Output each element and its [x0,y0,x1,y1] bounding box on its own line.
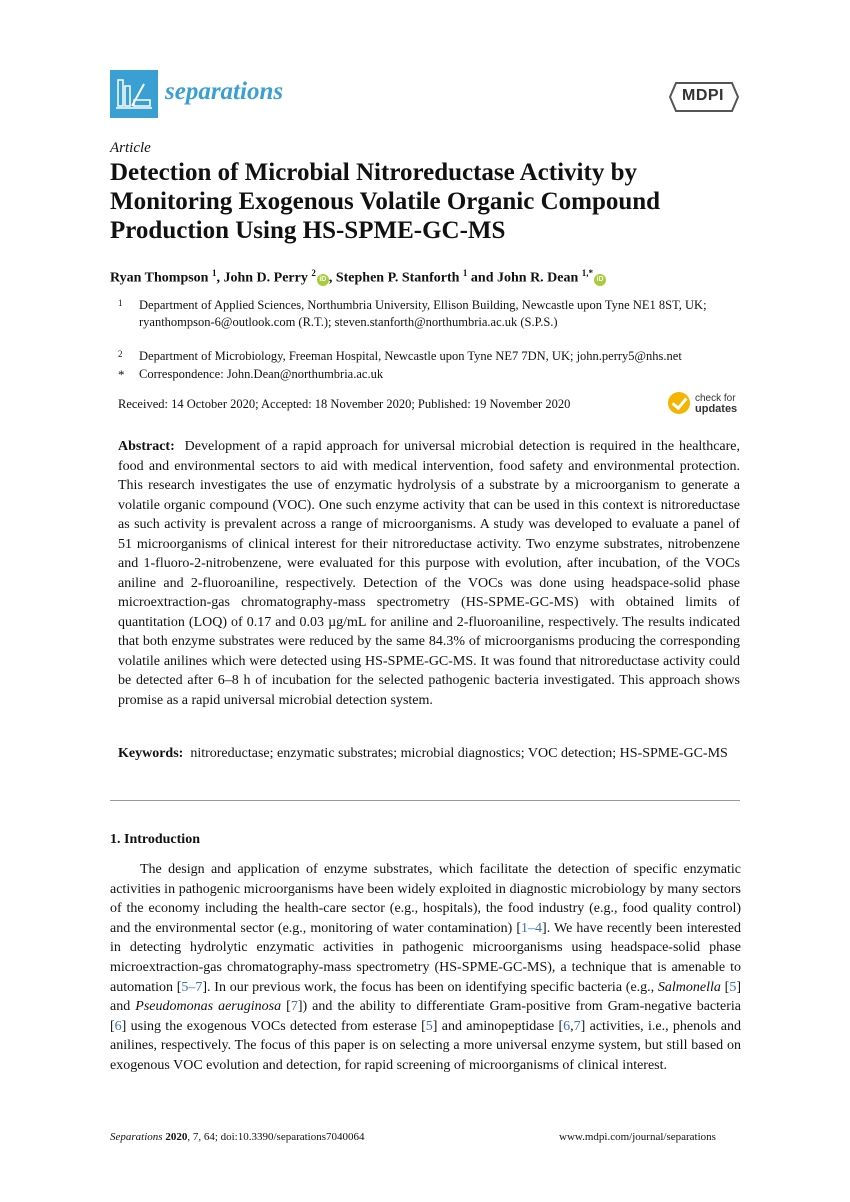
footer-year: 2020 [165,1131,188,1143]
publication-dates: Received: 14 October 2020; Accepted: 18 November 2020; Published: 19 November 2020 [118,397,571,411]
publisher-name: MDPI [682,87,724,104]
section-heading: 1. Introduction [110,832,200,847]
keywords-text: nitroreductase; enzymatic substrates; microbial diagnostics; VOC detection; HS-SPME-GC-MS [190,746,728,761]
keywords-label: Keywords: [118,746,184,761]
check-updates-line2: updates [695,403,738,415]
intro-text: ] and [110,979,741,1015]
intro-text: [ [720,979,730,995]
journal-logo-icon [110,70,158,118]
species-name: Salmonella [657,979,721,995]
citation-link[interactable]: 1–4 [521,920,543,936]
affiliation-text: Department of Microbiology, Freeman Hospital, Newcastle upon Tyne NE7 7DN, UK; john.perry5@nhs.net [139,349,682,363]
keywords [118,744,740,764]
intro-text: ]. We have recently been interested in detecting hydrolytic enzymatic activities in pathogenic microorganisms using headspace-solid phase microextraction-gas chromatography-mass spectrometry (HS-SPME-GC-MS), a technique that is amenable to automation [ [110,920,741,995]
citation-link[interactable]: 5–7 [181,979,203,995]
section-divider [110,800,740,801]
article-type: Article [110,140,151,156]
citation-link[interactable]: 6 [114,1018,122,1034]
citation-link[interactable]: 5 [729,979,737,995]
author-affiliation-marker: 1 [462,268,468,278]
author-affiliation-marker: 1,* [581,268,594,278]
intro-paragraph [110,860,741,1076]
intro-text: The design and application of enzyme substrates, which facilitate the detection of specific enzymatic activities in pathogenic microorganisms have been widely exploited in diagnostic microbiology by many sectors of the economy including the health-care sector (e.g., hospitals), the food industry (e.g., food quality control) and the environmental sector (e.g., monitoring of water contamination) [ [110,862,741,936]
citation-link[interactable]: 7 [290,999,298,1015]
citation-link[interactable]: 6 [563,1018,571,1034]
correspondence-text: Correspondence: John.Dean@northumbria.ac.uk [139,367,384,381]
author-affiliation-marker: 2 [311,268,316,278]
affiliation-text: Department of Applied Sciences, Northumbria University, Ellison Building, Newcastle upon Tyne NE1 8ST, UK; ryanthompson-6@outlook.com (R.T.); steven.stanforth@northumbria.ac.uk (S.P.S.) [139,298,707,329]
author-name[interactable]: John D. Perry [223,270,308,286]
journal-name[interactable]: separations [165,78,284,105]
author-affiliation-marker: 1 [211,268,217,278]
author-list: Ryan Thompson $^1$, John D. Perry $^2$iD , Stephen P. Stanforth $^1$ and John R. Dean $^{1,*}$iD [110,268,750,287]
article-title: Detection of Microbial Nitroreductase Activity by Monitoring Exogenous Volatile Organic Compound Production Using HS-SPME-GC-MS [110,159,661,244]
orcid-icon[interactable]: iD [317,274,329,286]
intro-text: ]) and the ability to differentiate Gram-positive from Gram-negative bacteria [ [110,999,742,1034]
citation-link[interactable]: 5 [425,1018,433,1034]
intro-text: [ [281,999,291,1015]
intro-text: ] and aminopeptidase [ [432,1018,564,1034]
correspondence-marker: * [118,367,125,382]
intro-text: ] using the exogenous VOCs detected from esterase [ [121,1018,426,1034]
footer-journal: Separations [110,1131,163,1143]
footer-citation [110,1131,365,1143]
intro-text: ]. In our previous work, the focus has been on identifying specific bacteria (e.g., [202,979,658,995]
affiliation-marker: 2 [118,349,123,359]
check-updates-line1: check for [695,393,736,404]
intro-text: , [570,1018,574,1034]
abstract-text: Development of a rapid approach for universal microbial detection is required in the healthcare, food and environmental sectors to aid with medical intervention, food safety and environmental protection. This research investigates the use of enzymatic hydrolysis of a substrate by a microorganism to generate a volatile organic compound (VOC). One such enzyme activity that can be used in this context is nitroreductase as such activity is prevalent across a range of microorganisms. A study was developed to evaluate a panel of 51 microorganisms of clinical interest for their nitroreductase activity. Two enzyme substrates, nitrobenzene and 1-fluoro-2-nitrobenzene, were evaluated for this purpose with evolution, after incubation, of the VOCs aniline and 2-fluoroaniline, respectively. Detection of the VOCs was done using headspace-solid phase microextraction-gas chromatography-mass spectrometry (HS-SPME-GC-MS) with obtained limits of quantitation (LOQ) of 0.17 and 0.03 µg/mL for aniline and 2-fluoroaniline, respectively. The results indicated that both enzyme substrates were reduced by the same 84.3% of microorganisms producing the corresponding volatile anilines which were detected using HS-SPME-GC-MS. It was found that nitroreductase activity could be detected after 6–8 h of incubation for the selected pathogenic bacteria investigated. This approach shows promise as a rapid universal microbial detection system. [118,439,740,708]
orcid-icon[interactable]: iD [594,274,606,286]
author-name[interactable]: Ryan Thompson [110,270,209,286]
author-name[interactable]: Stephen P. Stanforth [335,270,460,286]
abstract [118,437,740,710]
footer-doi[interactable]: , 7, 64; doi:10.3390/separations7040064 [187,1131,365,1143]
species-name: Pseudomonas aeruginosa [135,999,282,1015]
author-name[interactable]: John R. Dean [497,270,579,286]
affiliation-marker: 1 [118,298,123,308]
abstract-label: Abstract: [118,439,175,454]
intro-text: ] activities, i.e., phenols and anilines, respectively. The focus of this paper is on selecting a more universal enzyme system, but still based on exogenous VOC evolution and detection, for rapid screening of microorganisms of clinical interest. [110,1018,741,1073]
footer-url[interactable]: www.mdpi.com/journal/separations [559,1131,716,1143]
citation-link[interactable]: 7 [573,1018,581,1034]
checkmark-icon [668,392,690,414]
